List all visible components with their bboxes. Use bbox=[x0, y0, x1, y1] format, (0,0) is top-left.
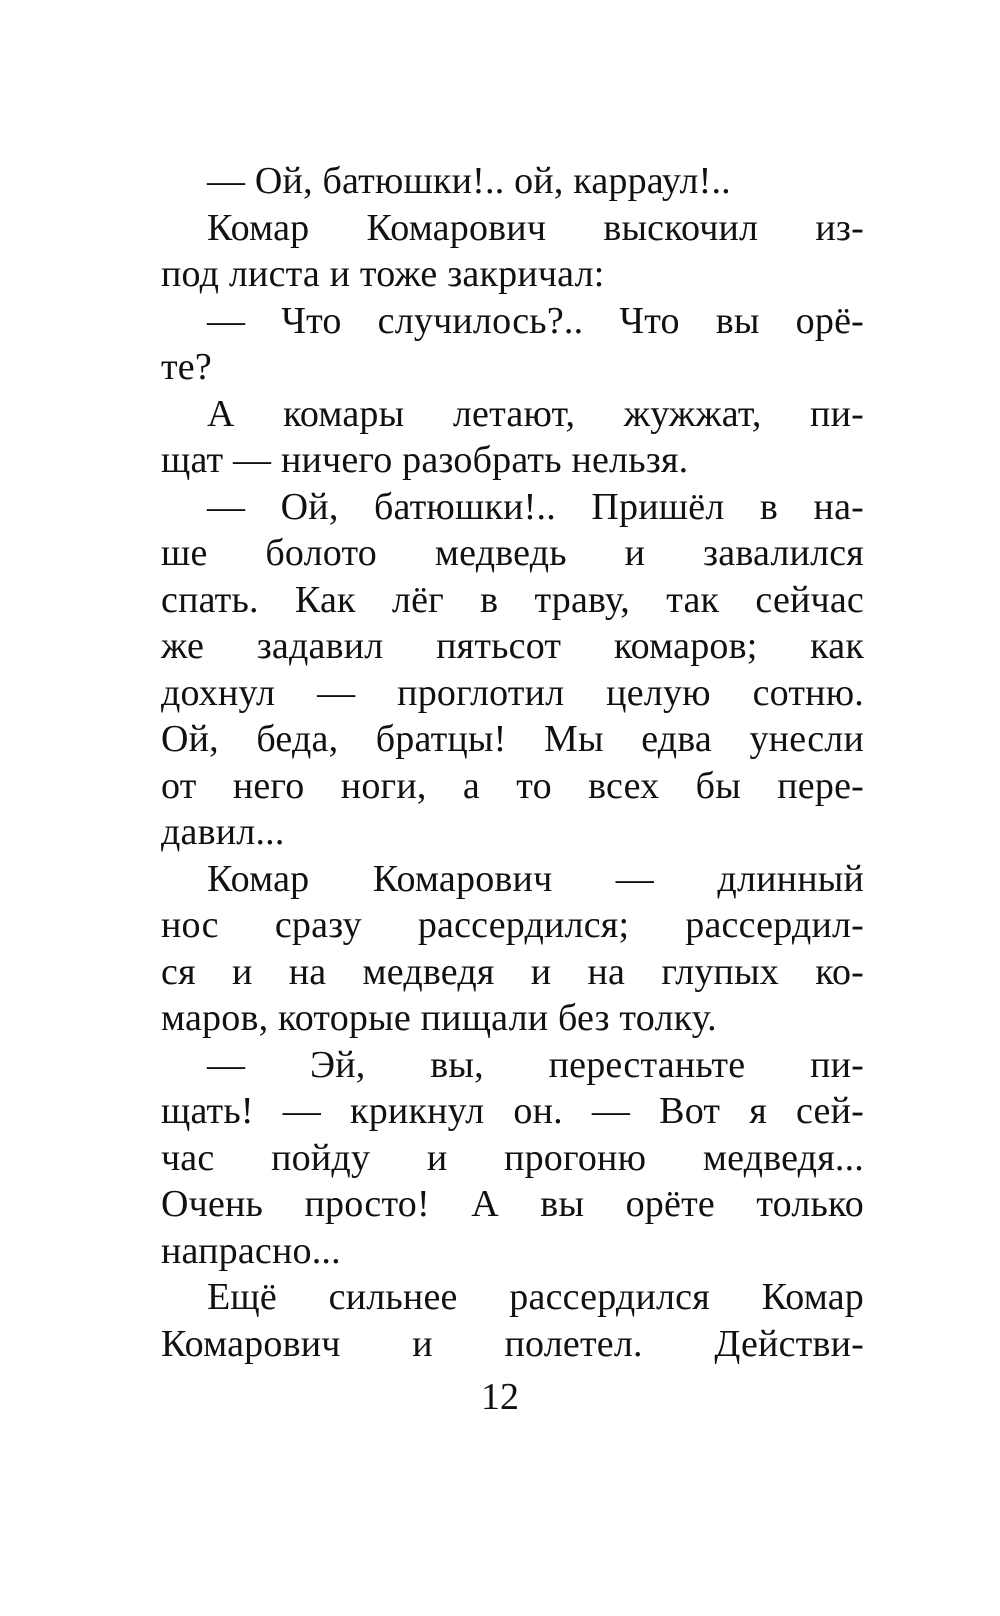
text-line: Комарович и полетел. Действи- bbox=[161, 1322, 864, 1365]
text-line: ся и на медведя и на глупых ко- bbox=[161, 950, 864, 993]
text-line: А комары летают, жужжат, пи- bbox=[207, 392, 864, 435]
text-line: час пойду и прогоню медведя... bbox=[161, 1136, 864, 1179]
text-line: Комар Комарович — длинный bbox=[207, 857, 864, 900]
text-line: щать! — крикнул он. — Вот я сей- bbox=[161, 1090, 864, 1132]
text-line: дохнул — проглотил целую сотню. bbox=[161, 671, 864, 714]
text-line: щат — ничего разобрать нельзя. bbox=[161, 439, 689, 481]
text-line: — Что случилось?.. Что вы орё- bbox=[207, 299, 864, 342]
text-line: Ещё сильнее рассердился Комар bbox=[207, 1276, 864, 1318]
text-line: — Эй, вы, перестаньте пи- bbox=[207, 1043, 864, 1086]
text-line: под листа и тоже закричал: bbox=[161, 253, 605, 295]
text-line: те? bbox=[161, 346, 212, 388]
body-text bbox=[161, 158, 864, 1367]
text-line: давил... bbox=[161, 811, 285, 853]
text-line: же задавил пятьсот комаров; как bbox=[161, 625, 864, 667]
text-line: Ой, беда, братцы! Мы едва унесли bbox=[161, 718, 864, 760]
text-line: маров, которые пищали без толку. bbox=[161, 997, 717, 1039]
text-line: ше болото медведь и завалился bbox=[161, 532, 864, 574]
text-line: нос сразу рассердился; рассердил- bbox=[161, 904, 864, 946]
text-line: — Ой, батюшки!.. ой, карраул!.. bbox=[207, 160, 731, 202]
text-line: спать. Как лёг в траву, так сейчас bbox=[161, 578, 864, 621]
text-line: Комар Комарович выскочил из- bbox=[207, 206, 864, 249]
text-line: Очень просто! А вы орёте только bbox=[161, 1183, 864, 1225]
text-line: от него ноги, а то всех бы пере- bbox=[161, 764, 864, 807]
text-line: — Ой, батюшки!.. Пришёл в на- bbox=[207, 485, 864, 528]
page-number: 12 bbox=[481, 1376, 519, 1418]
text-line: напрасно... bbox=[161, 1229, 341, 1272]
